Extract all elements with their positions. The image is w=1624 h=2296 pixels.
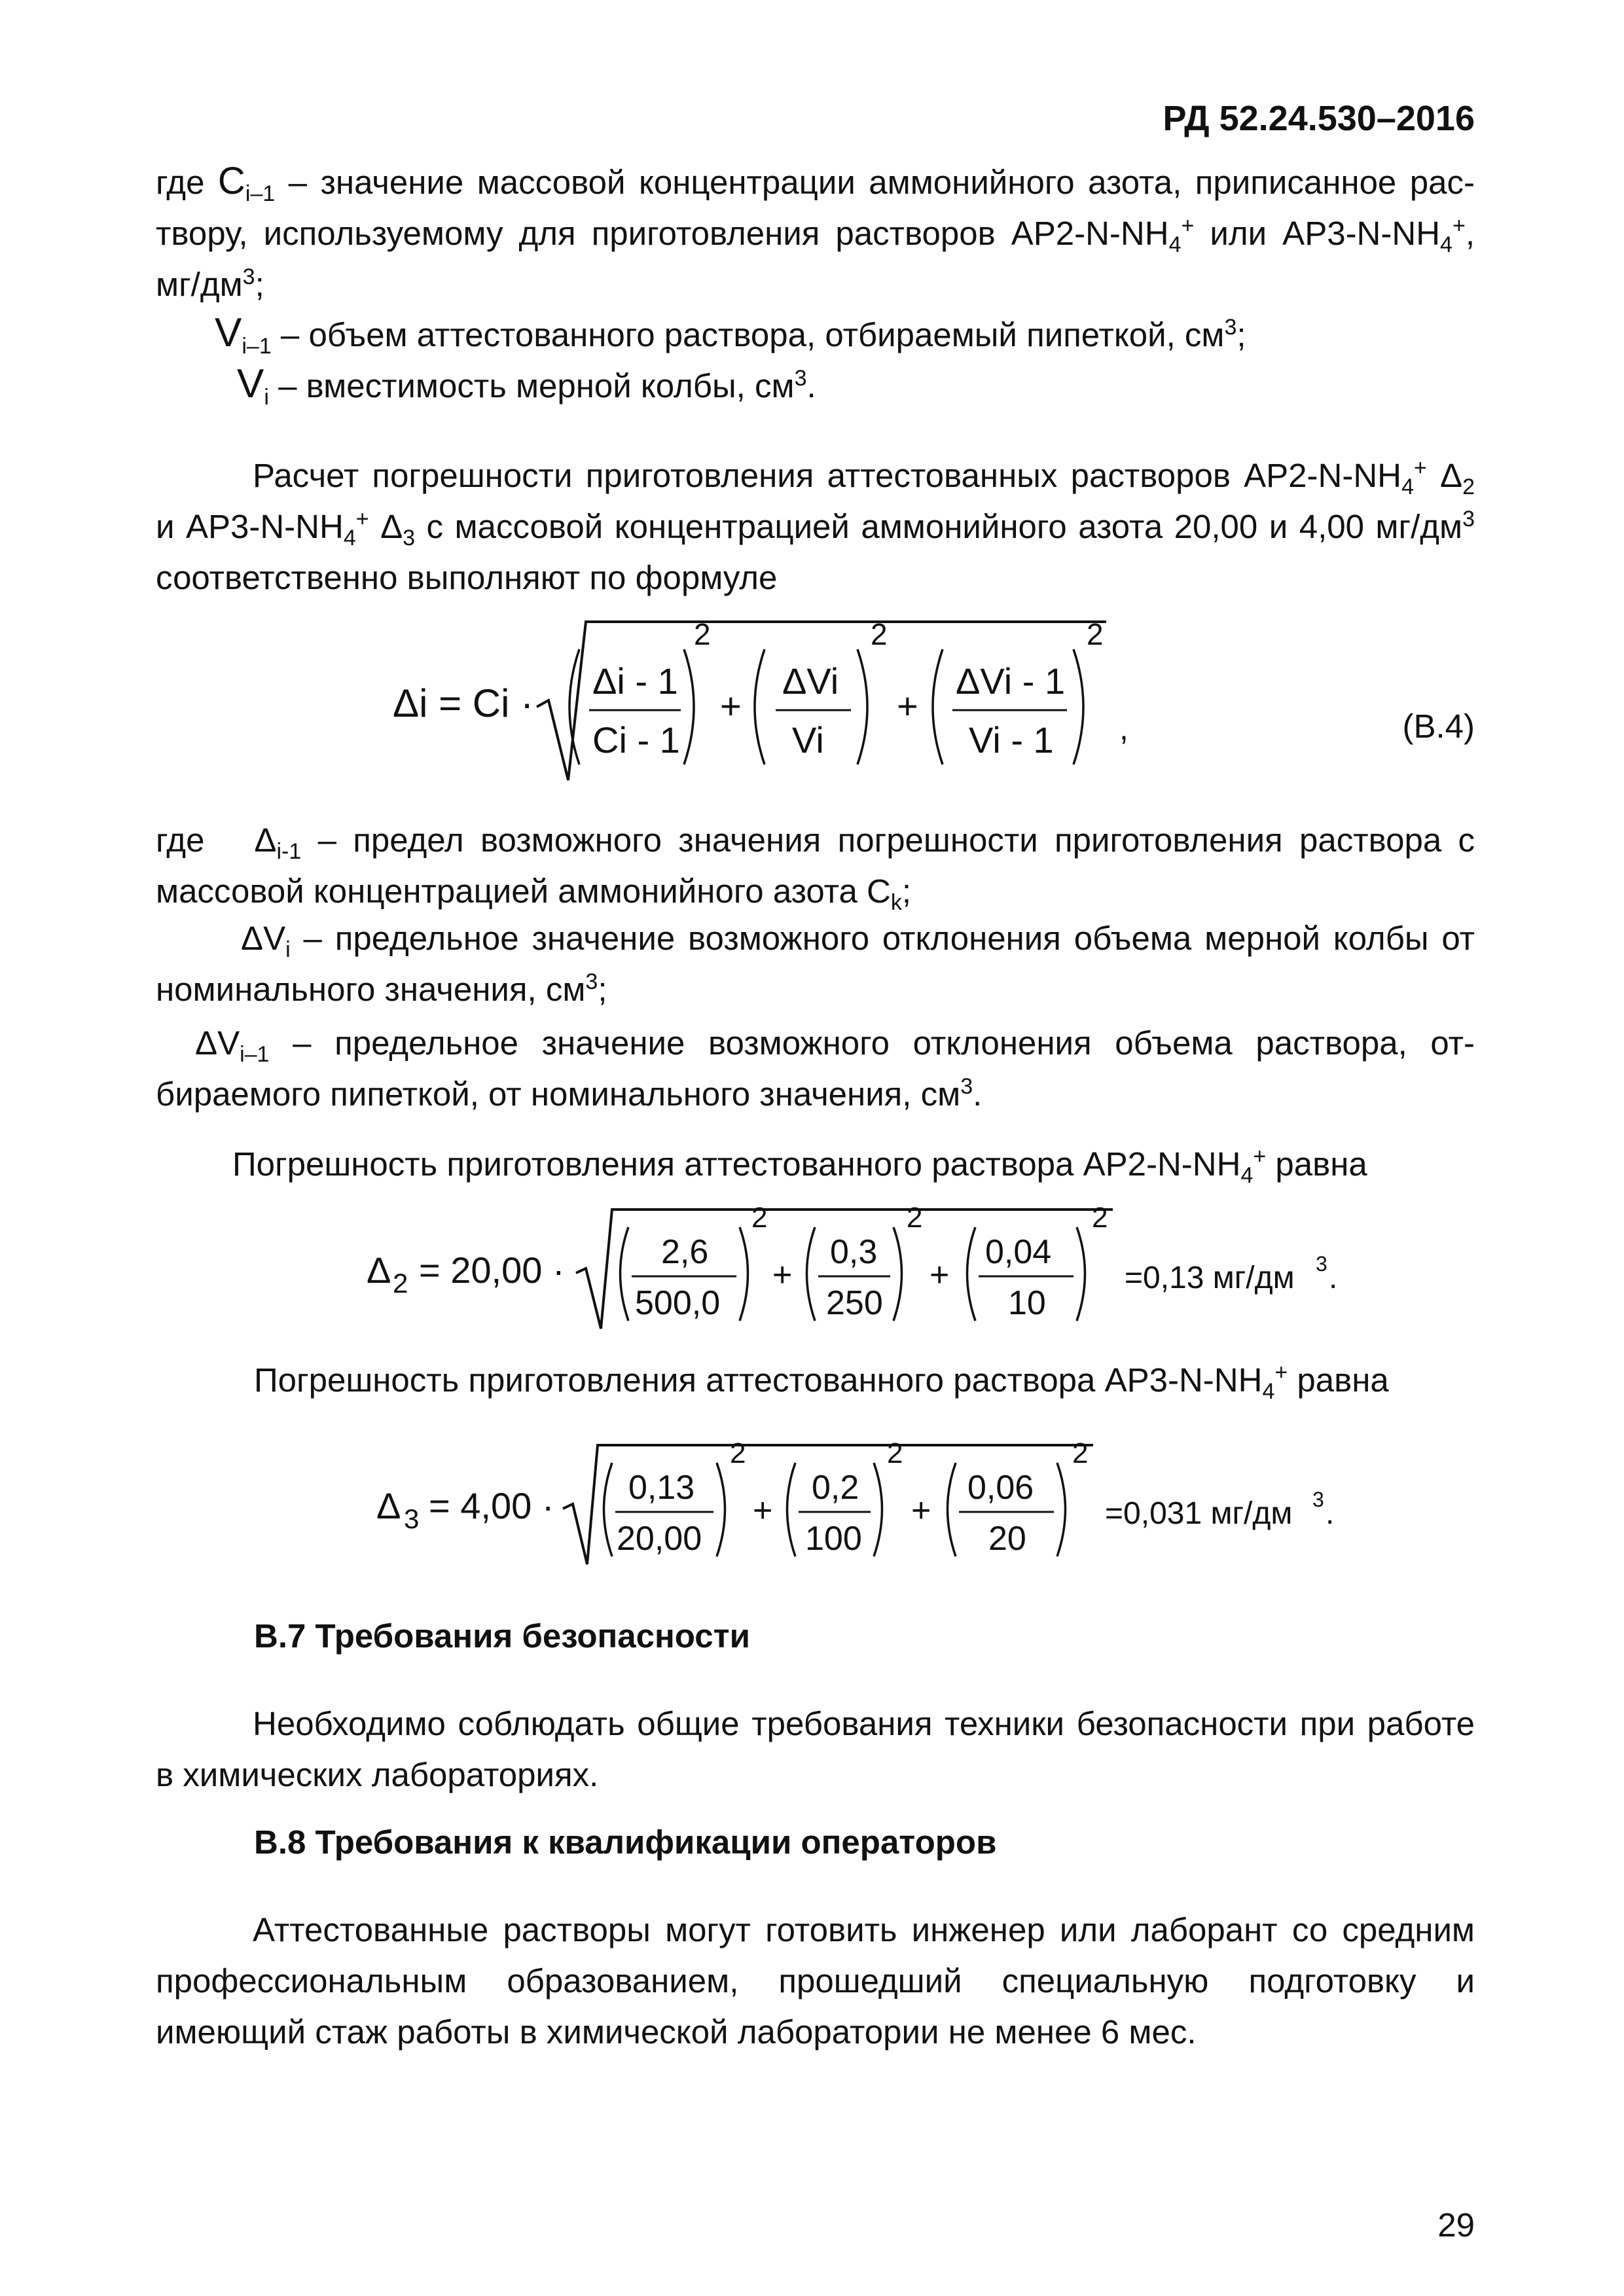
b4-pow-3: 2 xyxy=(1087,617,1104,651)
calc2-intro-end: равна xyxy=(1266,1145,1367,1183)
c3-eq: = 4,00 · xyxy=(429,1485,554,1526)
c2-plus-2: + xyxy=(929,1256,950,1294)
c2-result-sup: 3 xyxy=(1316,1252,1327,1276)
b4-equation-number: (В.4) xyxy=(1402,708,1475,745)
nh4-sup: + xyxy=(1181,213,1195,238)
formula-b4-svg xyxy=(0,609,1624,805)
p1-supb: + xyxy=(355,507,369,531)
c-text: – значение массовой концентрации аммонийного азота, приписанное раствору, используемому для приготовления растворов АР2-N-NH xyxy=(156,164,1475,252)
calc3-sub4: 4 xyxy=(1262,1379,1275,1405)
c2-pow-3: 2 xyxy=(1092,1202,1108,1234)
where-v2-definition xyxy=(237,359,1481,412)
v2-text: – вместимость мерной колбы, см xyxy=(278,367,795,404)
c3-result-end: . xyxy=(1326,1496,1335,1531)
c2-paren-close-2 xyxy=(893,1227,902,1321)
nh4-sub: 4 xyxy=(1168,232,1182,258)
c-symbol: C xyxy=(217,160,245,202)
d-symbol: Δ xyxy=(254,821,277,859)
formula-calc2 xyxy=(0,1198,1624,1342)
calc-intro-paragraph xyxy=(156,450,1475,603)
b4-plus-1: + xyxy=(720,685,742,726)
c3-f1-den: 20,00 xyxy=(617,1520,702,1558)
dv1-end: . xyxy=(973,1075,983,1113)
b4-pow-2: 2 xyxy=(871,617,888,651)
d-text: – предел возможного значения погрешности приготовления раствора с массовой концентрацией аммонийного азота C xyxy=(156,821,1475,910)
b4-t3-num: ΔVi - 1 xyxy=(956,660,1066,702)
calc3-intro xyxy=(254,1355,1498,1406)
v1-unit-sup: 3 xyxy=(1224,315,1237,340)
c2-paren-open-3 xyxy=(967,1227,976,1321)
c3-result: =0,031 мг/дм xyxy=(1105,1496,1293,1531)
c3-pow-3: 2 xyxy=(1072,1437,1089,1469)
where-delta-definition xyxy=(156,815,1475,917)
b4-paren-open-2 xyxy=(755,649,765,764)
c3-paren-open-3 xyxy=(948,1463,956,1556)
p1-delta3: Δ xyxy=(380,508,403,545)
b4-pow-1: 2 xyxy=(694,617,711,651)
c-unit-sup: 3 xyxy=(242,264,255,289)
p1-delta3-sub: 3 xyxy=(403,526,416,551)
c3-f2-den: 100 xyxy=(805,1520,862,1558)
c3-f2-num: 0,2 xyxy=(812,1469,859,1507)
nh4-sub-2: 4 xyxy=(1440,232,1453,258)
c2-result-end: . xyxy=(1329,1261,1338,1295)
calc3-intro-end: равна xyxy=(1288,1361,1389,1399)
c2-f3-num: 0,04 xyxy=(985,1233,1052,1271)
c3-pow-2: 2 xyxy=(887,1437,903,1469)
c3-paren-open-2 xyxy=(787,1463,796,1556)
c2-paren-open-2 xyxy=(807,1227,816,1321)
b4-paren-close-2 xyxy=(857,649,867,764)
dv-sub: i xyxy=(285,937,291,963)
p1-sub4b: 4 xyxy=(343,526,356,551)
dv1-sub: i–1 xyxy=(240,1042,270,1067)
formula-calc3 xyxy=(0,1433,1624,1577)
c2-paren-close-3 xyxy=(1077,1227,1085,1321)
c3-lhs-sub: 3 xyxy=(404,1503,420,1534)
c3-paren-close-3 xyxy=(1057,1463,1066,1556)
p1-t1: Расчет погрешности приготовления аттестованных растворов АР2-N-NH xyxy=(253,457,1401,494)
c-text3: , мг/дм xyxy=(156,215,1475,303)
c3-paren-close-1 xyxy=(717,1463,725,1556)
c3-pow-1: 2 xyxy=(730,1437,746,1469)
p1-delta2-sub: 2 xyxy=(1462,475,1475,500)
b4-t1-den: Ci - 1 xyxy=(592,719,680,761)
b4-lhs: Δi = Ci · xyxy=(393,681,534,725)
calc3-intro-text: Погрешность приготовления аттестованного раствора АР3-N-NH xyxy=(254,1361,1263,1399)
calc3-sup: + xyxy=(1274,1360,1288,1385)
b4-comma: , xyxy=(1119,710,1128,747)
nh4-sup-2: + xyxy=(1452,213,1466,238)
d-sub: i-1 xyxy=(276,839,302,865)
c-subscript: i–1 xyxy=(245,181,276,207)
c2-paren-close-1 xyxy=(740,1227,748,1321)
c2-f2-num: 0,3 xyxy=(830,1233,878,1271)
section-b8-text: Аттестованные растворы могут готовить инженер или лаборант со средним профессиональным образованием, прошедший специальную подготовку и имеющий стаж работы в химической лаборатории не менее 6 мес. xyxy=(156,1911,1475,2051)
dv1-symbol: ΔV xyxy=(195,1024,240,1062)
c2-f2-den: 250 xyxy=(826,1284,883,1322)
d-sub-k: k xyxy=(890,890,902,916)
c3-plus-1: + xyxy=(753,1492,773,1530)
b4-paren-close-3 xyxy=(1074,649,1083,764)
p1-unit-sup: 3 xyxy=(1462,507,1475,531)
where-dv-definition xyxy=(156,913,1475,1015)
c2-lhs-sub: 2 xyxy=(393,1268,408,1299)
section-b7-text: Необходимо соблюдать общие требования техники безопасности при работе в химических лабораториях. xyxy=(156,1705,1475,1793)
v2-unit-sup: 3 xyxy=(794,366,807,391)
p1-sub4: 4 xyxy=(1401,475,1414,500)
document-id: РД 52.24.530–2016 xyxy=(1163,99,1475,138)
dv1-text: – предельное значение возможного отклонения объема раствора, отбираемого пипеткой, от номинального значения, см xyxy=(156,1024,1475,1113)
c3-result-sup: 3 xyxy=(1312,1488,1324,1511)
v1-symbol: V xyxy=(215,310,242,355)
c2-pow-2: 2 xyxy=(907,1202,923,1234)
b4-t3-den: Vi - 1 xyxy=(969,719,1054,761)
c2-plus-1: + xyxy=(772,1256,793,1294)
v2-end: . xyxy=(806,367,816,404)
c2-eq: = 20,00 · xyxy=(419,1249,565,1291)
c2-f1-num: 2,6 xyxy=(661,1233,709,1271)
v2-symbol: V xyxy=(237,361,264,406)
page-number: 29 xyxy=(1437,2206,1475,2244)
v1-text: – объем аттестованного раствора, отбираемый пипеткой, см xyxy=(280,316,1225,353)
c-text2: или АР3-N-NH xyxy=(1210,215,1441,252)
c3-paren-close-2 xyxy=(874,1463,882,1556)
c2-lhs: Δ xyxy=(367,1249,391,1291)
b4-paren-close-1 xyxy=(684,649,694,764)
p1-t3: и АР3-N-NH xyxy=(156,508,344,545)
c2-f3-den: 10 xyxy=(1008,1284,1046,1322)
v1-sub: i–1 xyxy=(242,334,272,359)
c3-paren-open-1 xyxy=(604,1463,613,1556)
c2-result: =0,13 мг/дм xyxy=(1125,1261,1295,1295)
c2-paren-open-1 xyxy=(621,1227,629,1321)
formula-calc3-svg xyxy=(0,1433,1624,1577)
p1-t5: с массовой концентрацией аммонийного азота 20,00 и 4,00 мг/дм xyxy=(426,508,1463,545)
dv-unit-sup: 3 xyxy=(585,969,598,994)
b4-t1-num: Δi - 1 xyxy=(592,660,678,702)
p1-sup: + xyxy=(1413,456,1427,480)
formula-b4 xyxy=(0,609,1624,805)
c2-f1-den: 500,0 xyxy=(635,1284,721,1322)
section-b7-title: В.7 Требования безопасности xyxy=(254,1617,750,1655)
d-end: ; xyxy=(901,872,911,910)
dv-symbol: ΔV xyxy=(241,920,286,957)
p1-delta2: Δ xyxy=(1440,457,1463,494)
v1-end: ; xyxy=(1236,316,1246,353)
where-v1-definition xyxy=(215,308,1458,361)
where-dv1-definition xyxy=(156,1018,1475,1120)
where-lead: где xyxy=(156,164,205,201)
formula-calc2-svg xyxy=(0,1198,1624,1342)
b4-t2-den: Vi xyxy=(792,719,824,761)
c3-lhs: Δ xyxy=(376,1485,401,1526)
c-end: ; xyxy=(255,266,264,303)
calc2-intro xyxy=(232,1139,1476,1190)
dv-end: ; xyxy=(598,971,607,1008)
calc2-sub4: 4 xyxy=(1240,1163,1254,1189)
p1-t6: соответственно выполняют по формуле xyxy=(156,559,778,596)
b4-t2-num: ΔVi xyxy=(782,660,839,702)
b4-paren-open-3 xyxy=(933,649,943,764)
v2-sub: i xyxy=(264,385,269,410)
dv1-unit-sup: 3 xyxy=(960,1074,973,1099)
calc2-sup: + xyxy=(1253,1144,1267,1169)
calc2-intro-text: Погрешность приготовления аттестованного раствора АР2-N-NH xyxy=(232,1145,1241,1183)
c2-pow-1: 2 xyxy=(751,1202,768,1234)
where-c-definition xyxy=(156,156,1475,310)
where2-lead: где xyxy=(156,821,205,859)
c3-f3-den: 20 xyxy=(988,1520,1026,1558)
b4-plus-2: + xyxy=(897,685,918,726)
dv-text: – предельное значение возможного отклонения объема мерной колбы от номинального значения, см xyxy=(156,920,1475,1008)
c3-f3-num: 0,06 xyxy=(967,1469,1034,1507)
c3-plus-2: + xyxy=(911,1492,931,1530)
section-b8-title: В.8 Требования к квалификации операторов xyxy=(254,1823,997,1861)
c3-f1-num: 0,13 xyxy=(628,1469,695,1507)
